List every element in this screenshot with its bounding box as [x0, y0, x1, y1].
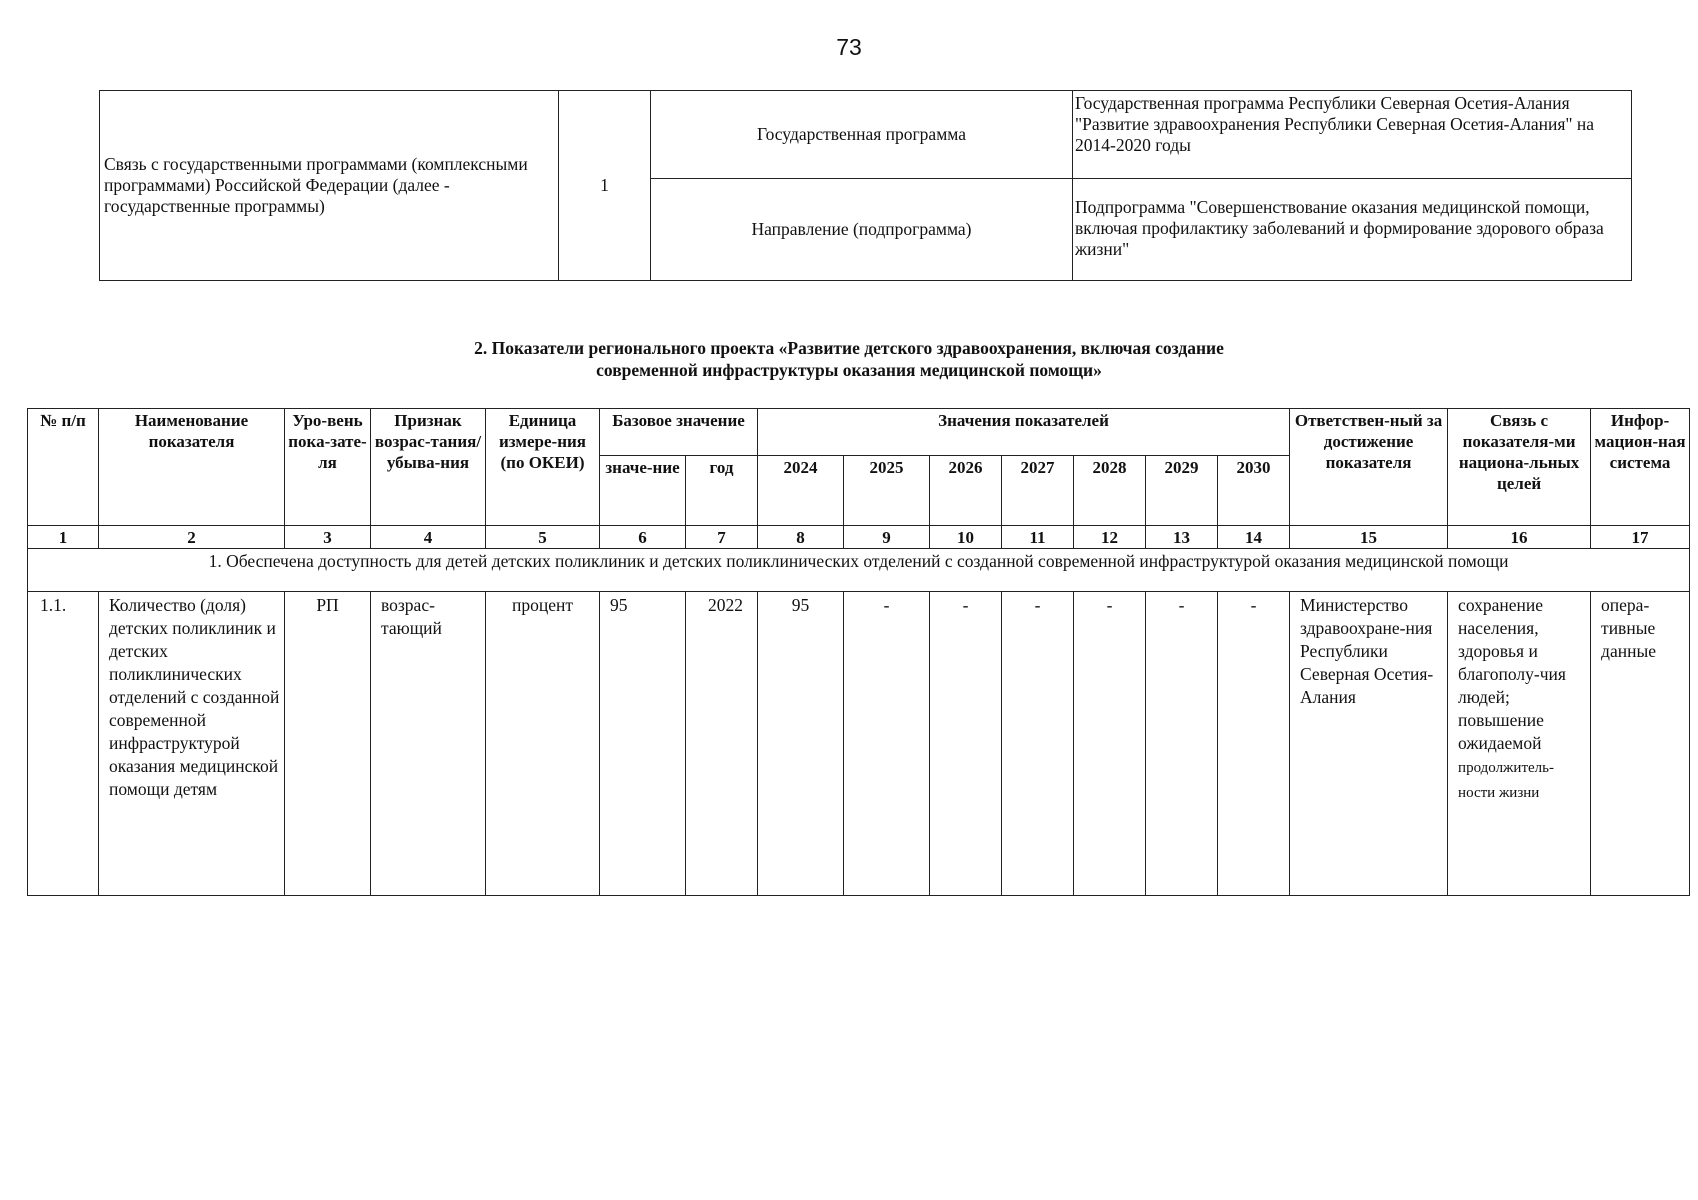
column-number: 9 [844, 526, 930, 549]
program-row [100, 91, 1632, 179]
header-level: Уро-вень пока-зате-ля [285, 409, 371, 526]
column-number: 14 [1218, 526, 1290, 549]
row-value-2030: - [1218, 592, 1290, 896]
row-link-text: сохранение населения, здоровья и благополу-чия людей; повышение ожидаемой [1458, 595, 1566, 753]
column-numbers-row [28, 526, 1690, 549]
header-base-year: год [686, 456, 758, 526]
program-links-table [99, 90, 1632, 281]
header-base: Базовое значение [600, 409, 758, 456]
row-value-2026: - [930, 592, 1002, 896]
row-base-year: 2022 [686, 592, 758, 896]
row-value-2027: - [1002, 592, 1074, 896]
row-sign: возрас-тающий [371, 592, 486, 896]
section-row [28, 549, 1690, 592]
header-link: Связь с показателя-ми национа-льных целей [1448, 409, 1591, 526]
indicators-table [27, 408, 1690, 896]
header-sign: Признак возрас-тания/ убыва-ния [371, 409, 486, 526]
row-value-2024: 95 [758, 592, 844, 896]
subprogram-type: Направление (подпрограмма) [651, 179, 1073, 281]
row-link-text-small: продолжитель-ности жизни [1458, 760, 1554, 801]
row-num: 1.1. [28, 592, 99, 896]
header-year-2028: 2028 [1074, 456, 1146, 526]
page-number: 73 [836, 34, 862, 60]
column-number: 7 [686, 526, 758, 549]
section-row-text: 1. Обеспечена доступность для детей детских поликлиник и детских поликлинических отделений с созданной современной инфраструктурой оказания медицинской помощи [28, 549, 1690, 592]
program-value: Государственная программа Республики Северная Осетия-Алания "Развитие здравоохранения Республики Северная Осетия-Алания" на 2014-2020 годы [1073, 91, 1632, 179]
row-value-2025: - [844, 592, 930, 896]
subprogram-value: Подпрограмма "Совершенствование оказания медицинской помощи, включая профилактику заболеваний и формирование здорового образа жизни" [1073, 179, 1632, 281]
row-base-value: 95 [600, 592, 686, 896]
section-title-line-1: 2. Показатели регионального проекта «Развитие детского здравоохранения, включая создание [474, 338, 1224, 358]
program-links-number: 1 [559, 91, 651, 281]
header-year-2026: 2026 [930, 456, 1002, 526]
header-year-2030: 2030 [1218, 456, 1290, 526]
column-number: 6 [600, 526, 686, 549]
header-year-2027: 2027 [1002, 456, 1074, 526]
header-num: № п/п [28, 409, 99, 526]
row-responsible: Министерство здравоохране-ния Республики Северная Осетия-Алания [1290, 592, 1448, 896]
row-value-2029: - [1146, 592, 1218, 896]
column-number: 13 [1146, 526, 1218, 549]
column-number: 2 [99, 526, 285, 549]
header-base-value: значе-ние [600, 456, 686, 526]
column-number: 8 [758, 526, 844, 549]
header-info: Инфор-мацион-ная система [1591, 409, 1690, 526]
column-number: 12 [1074, 526, 1146, 549]
header-year-2025: 2025 [844, 456, 930, 526]
header-year-2024: 2024 [758, 456, 844, 526]
row-name: Количество (доля) детских поликлиник и детских поликлинических отделений с созданной современной инфраструктурой оказания медицинской помощи детям [99, 592, 285, 896]
table-row [28, 592, 1690, 896]
row-info: опера-тивные данные [1591, 592, 1690, 896]
column-number: 10 [930, 526, 1002, 549]
program-links-label: Связь с государственными программами (комплексными программами) Российской Федерации (далее - государственные программы) [100, 91, 559, 281]
row-value-2028: - [1074, 592, 1146, 896]
row-link [1448, 592, 1591, 896]
program-type: Государственная программа [651, 91, 1073, 179]
header-values: Значения показателей [758, 409, 1290, 456]
header-row-1 [28, 409, 1690, 456]
column-number: 5 [486, 526, 600, 549]
column-number: 1 [28, 526, 99, 549]
column-number: 16 [1448, 526, 1591, 549]
column-number: 11 [1002, 526, 1074, 549]
column-number: 4 [371, 526, 486, 549]
header-name: Наименование показателя [99, 409, 285, 526]
column-number: 15 [1290, 526, 1448, 549]
row-level: РП [285, 592, 371, 896]
column-number: 3 [285, 526, 371, 549]
section-title [0, 337, 1698, 381]
header-year-2029: 2029 [1146, 456, 1218, 526]
section-title-line-2: современной инфраструктуры оказания медицинской помощи» [596, 360, 1102, 380]
column-number: 17 [1591, 526, 1690, 549]
row-unit: процент [486, 592, 600, 896]
header-unit: Единица измере-ния (по ОКЕИ) [486, 409, 600, 526]
header-responsible: Ответствен-ный за достижение показателя [1290, 409, 1448, 526]
